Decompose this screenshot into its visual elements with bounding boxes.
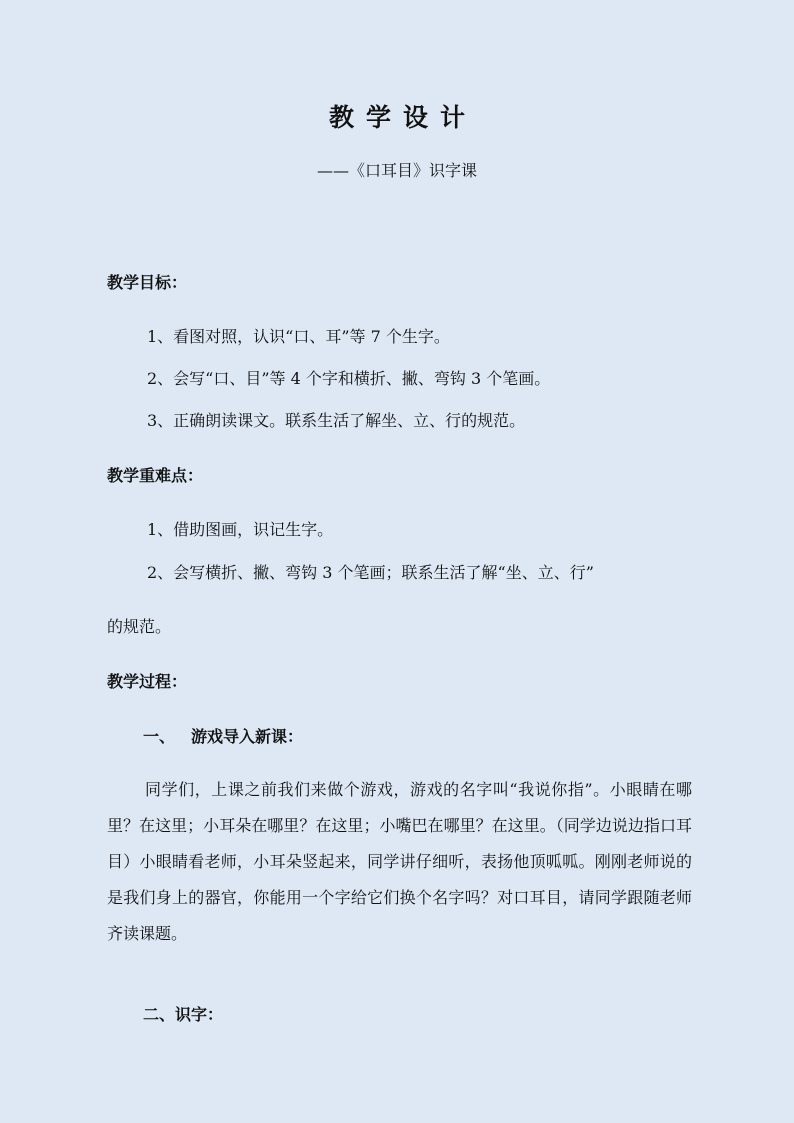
key-point-item-2-continued: 的规范。: [107, 617, 172, 636]
document-title: 教学设计: [328, 103, 477, 132]
key-points-heading: 教学重难点：: [107, 466, 204, 485]
step-1-heading: [143, 724, 303, 750]
process-heading: 教学过程：: [107, 672, 188, 691]
objective-item-2: 2、会写“口、目”等 4 个字和横折、撇、弯钩 3 个笔画。: [147, 369, 551, 388]
step-1-paragraph: 同学们，上课之前我们来做个游戏，游戏的名字叫“我说你指”。小眼睛在哪里？在这里；小耳朵在哪里？在这里；小嘴巴在哪里？在这里。（同学边说边指口耳目）小眼睛看老师，小耳朵竖起来，同学讲仔细听，表扬他顶呱呱。刚刚老师说的是我们身上的器官，你能用一个字给它们换个名字吗？对口耳目，请同学跟随老师齐读课题。: [107, 780, 692, 943]
step-1-title: 游戏导入新课：: [191, 727, 304, 746]
objective-item-1: 1、看图对照，认识“口、耳”等 7 个生字。: [147, 327, 450, 346]
objectives-heading: 教学目标：: [107, 273, 188, 292]
key-point-item-1: 1、借助图画，识记生字。: [147, 520, 334, 539]
step-1-number: 一、: [143, 727, 176, 746]
key-point-item-2: 2、会写横折、撇、弯钩 3 个笔画；联系生活了解“坐、立、行”: [147, 563, 594, 582]
step-2-heading: 二、识字：: [143, 1005, 224, 1024]
objective-item-3: 3、正确朗读课文。联系生活了解坐、立、行的规范。: [147, 411, 526, 430]
document-subtitle: ——《口耳目》识字课: [316, 161, 477, 180]
